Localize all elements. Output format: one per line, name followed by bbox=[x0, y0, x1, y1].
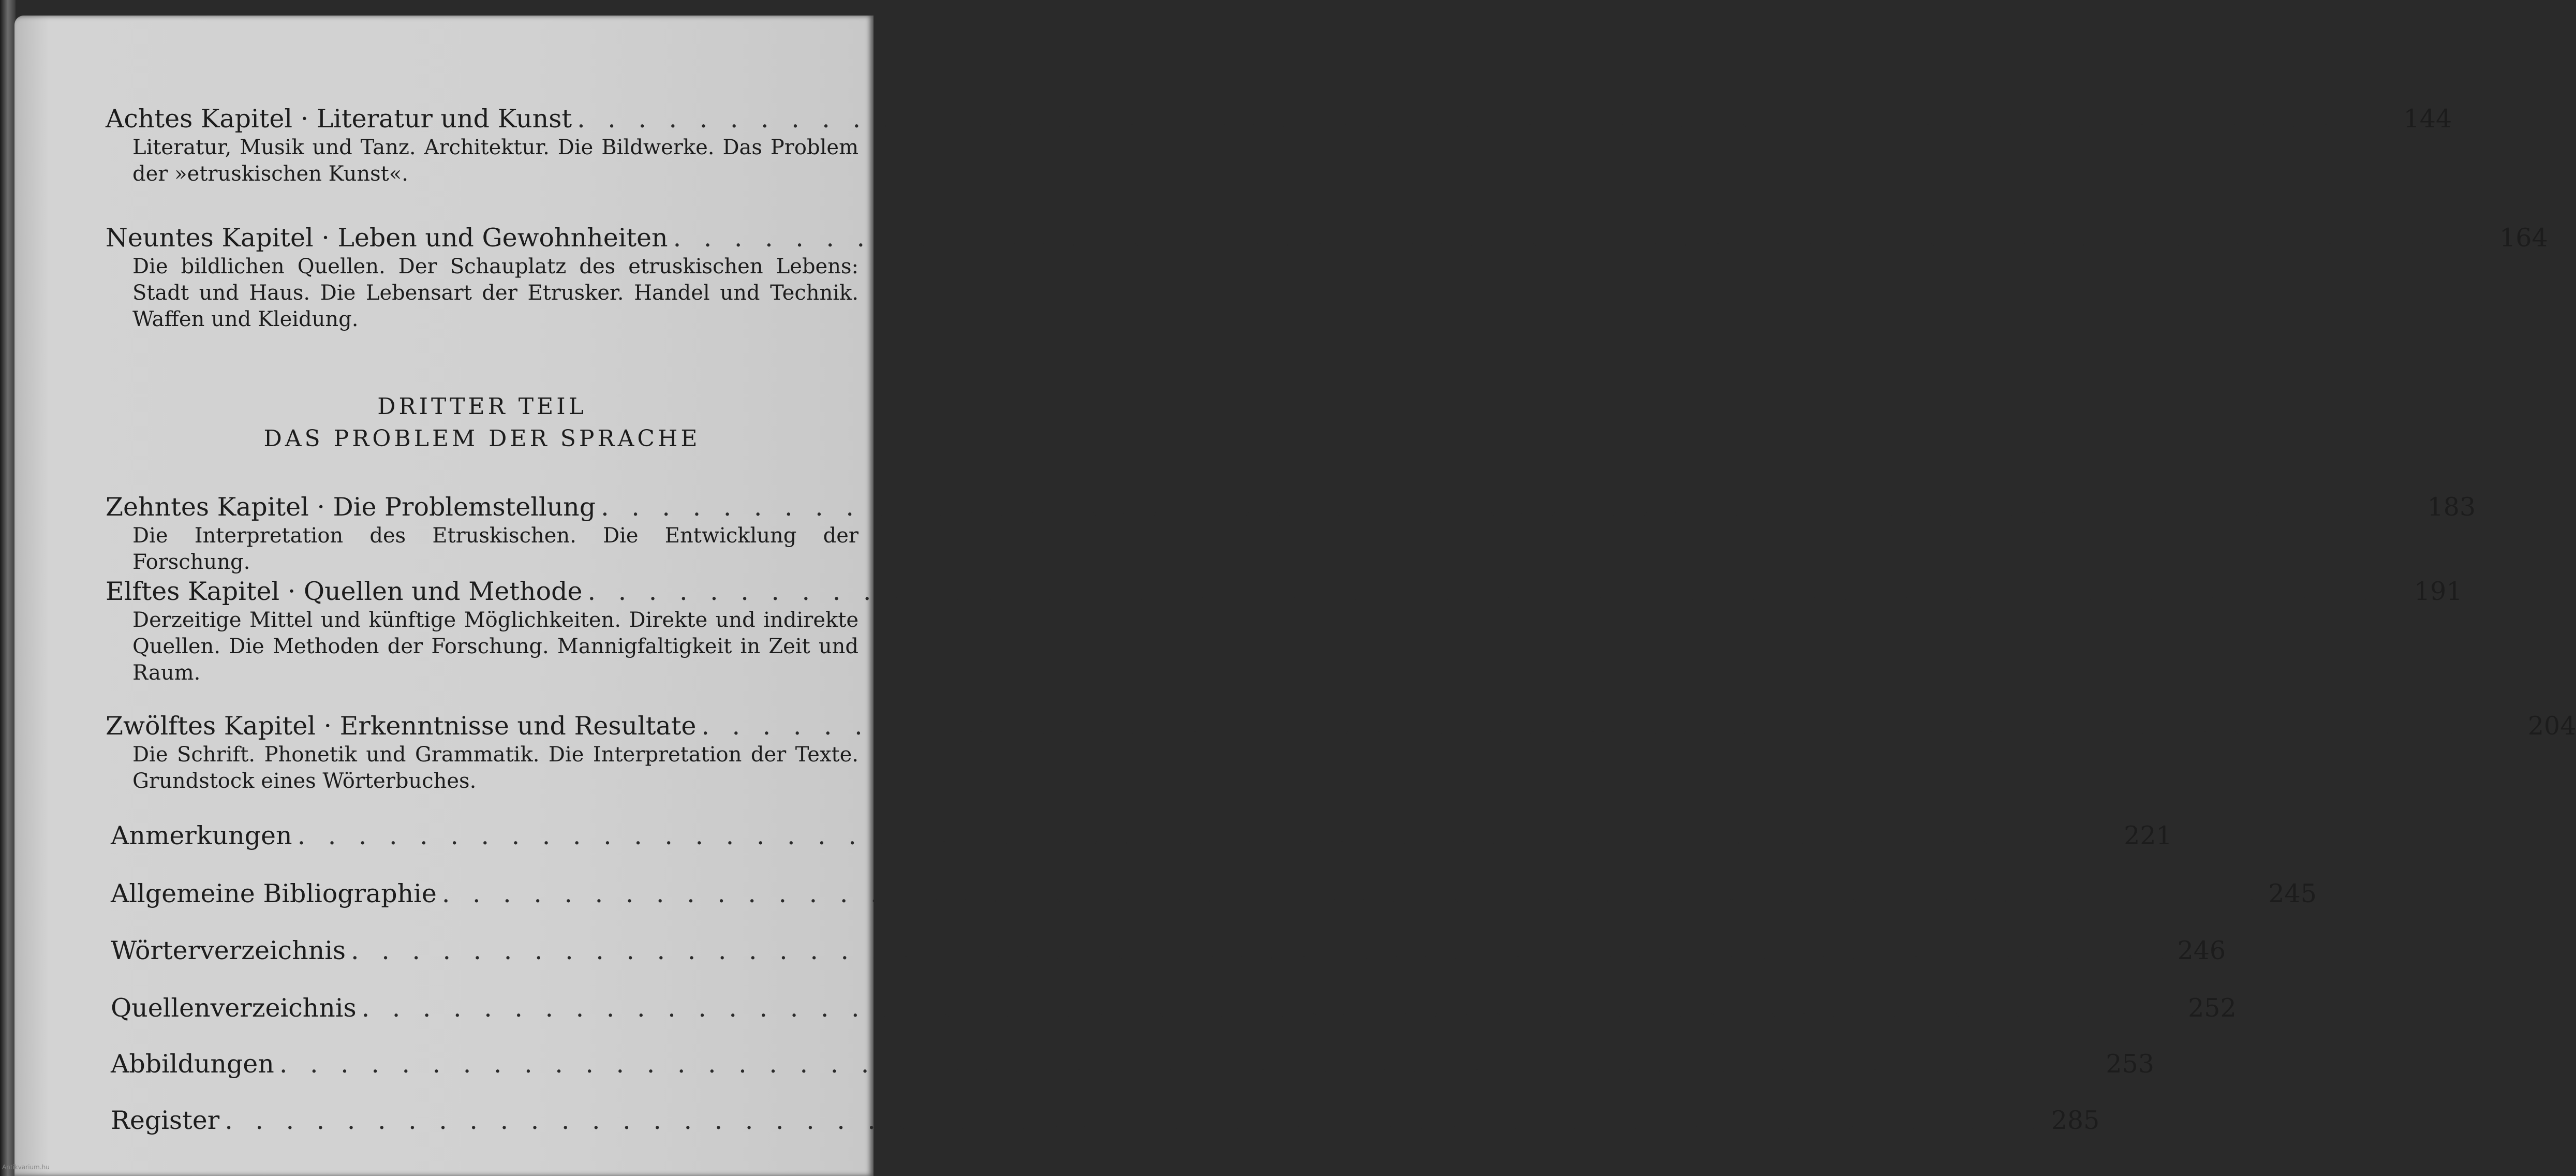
page-number: 246 bbox=[2177, 936, 2226, 965]
appendix-title: Register bbox=[111, 1106, 220, 1135]
appendix-title: Allgemeine Bibliographie bbox=[111, 879, 437, 908]
chapter-description: Die Schrift. Phonetik und Grammatik. Die Interpretation der Texte. Grundstock eines Wörterbuches. bbox=[132, 743, 858, 793]
part-title: DAS PROBLEM DER SPRACHE bbox=[263, 425, 701, 452]
toc-entry-achtes-kapitel bbox=[106, 104, 2452, 187]
toc-entry-zwoelftes-kapitel bbox=[106, 711, 2576, 795]
chapter-title: Zehntes Kapitel · Die Problemstellung bbox=[106, 492, 596, 522]
dot-leader: . . . . . . . . . . . . . . . . . . . . . . . . . . . . . . . . . . . . . . . . . . . . . . . . . . . . . . . . . . . . bbox=[297, 821, 2119, 850]
book-page bbox=[14, 16, 2576, 1176]
dot-leader: . . . . . . . . . . . . . . . . . . . . . . . . . . . . . . . . . . . . . . . . . . . . . . . . . . . . . . . . . . . . bbox=[351, 936, 2172, 965]
toc-entry-bibliographie bbox=[111, 878, 2317, 909]
toc-entry-anmerkungen bbox=[111, 820, 2172, 851]
page-number: 144 bbox=[2403, 104, 2452, 134]
appendix-title: Anmerkungen bbox=[111, 821, 292, 850]
dot-leader: . . . . . . . . . . . . . . . . . . . . . . . . . . . . . . . . . . . . . . . . . . . . . . . . . . . . . . . . . . . . bbox=[587, 577, 2409, 606]
page-number: 204 bbox=[2527, 711, 2576, 741]
page-number: 191 bbox=[2414, 577, 2463, 606]
toc-entry-quellenverzeichnis bbox=[111, 993, 2237, 1024]
toc-entry-abbildungen bbox=[111, 1049, 2154, 1080]
page-number: 253 bbox=[2106, 1049, 2154, 1079]
book-spine-edge bbox=[0, 0, 16, 1176]
toc-entry-elftes-kapitel bbox=[106, 576, 2463, 686]
dot-leader: . . . . . . . . . . . . . . . . . . . . . . . . . . . . . . . . . . . . . . . . . . . . . . . . . . . . . . . . . . . . bbox=[225, 1106, 2046, 1135]
chapter-description: Die bildlichen Quellen. Der Schauplatz des etruskischen Lebens: Stadt und Haus. Die Lebensart der Etrusker. Handel und Technik. Waffen und Kleidung. bbox=[132, 255, 858, 331]
toc-entry-woerterverzeichnis bbox=[111, 935, 2226, 966]
appendix-title: Wörterverzeichnis bbox=[111, 936, 346, 965]
chapter-title: Zwölftes Kapitel · Erkenntnisse und Resultate bbox=[106, 711, 697, 741]
chapter-description: Derzeitige Mittel und künftige Möglichkeiten. Direkte und indirekte Quellen. Die Methoden der Forschung. Mannigfaltigkeit in Zeit und Raum. bbox=[132, 608, 858, 685]
chapter-title: Neuntes Kapitel · Leben und Gewohnheiten bbox=[106, 223, 668, 253]
appendix-title: Abbildungen bbox=[111, 1049, 274, 1079]
part-label: DRITTER TEIL bbox=[377, 393, 587, 420]
chapter-description: Die Interpretation des Etruskischen. Die Entwicklung der Forschung. bbox=[132, 524, 858, 574]
dot-leader: . . . . . . . . . . . . . . . . . . . . . . . . . . . . . . . . . . . . . . . . . . . . . . . . . . . . . . . . . . . . bbox=[577, 104, 2399, 134]
part-heading bbox=[106, 391, 858, 455]
toc-entry-neuntes-kapitel bbox=[106, 223, 2548, 333]
chapter-description: Literatur, Musik und Tanz. Architektur. Die Bildwerke. Das Problem der »etruskischen Kunst«. bbox=[132, 136, 858, 186]
chapter-title: Achtes Kapitel · Literatur und Kunst bbox=[106, 104, 572, 134]
dot-leader: . . . . . . . . . . . . . . . . . . . . . . . . . . . . . . . . . . . . . . . . . . . . . . . . . . . . . . . . . . . . bbox=[441, 879, 2263, 908]
table-of-contents bbox=[14, 16, 2576, 1176]
dot-leader: . . . . . . . . . . . . . . . . . . . . . . . . . . . . . . . . . . . . . . . . . . . . . . . . . . . . . . . . . . . . bbox=[701, 711, 2523, 741]
toc-entry-register bbox=[111, 1105, 2100, 1136]
page-number: 245 bbox=[2268, 879, 2317, 908]
page-number: 221 bbox=[2124, 821, 2172, 850]
chapter-title: Elftes Kapitel · Quellen und Methode bbox=[106, 577, 583, 606]
toc-entry-zehntes-kapitel bbox=[106, 492, 2476, 576]
watermark: Antikvarium.hu bbox=[2, 1164, 50, 1171]
page-number: 285 bbox=[2051, 1106, 2100, 1135]
appendix-title: Quellenverzeichnis bbox=[111, 993, 357, 1023]
dot-leader: . . . . . . . . . . . . . . . . . . . . . . . . . . . . . . . . . . . . . . . . . . . . . . . . . . . . . . . . . . . . bbox=[673, 223, 2495, 253]
page-number: 164 bbox=[2499, 223, 2548, 253]
dot-leader: . . . . . . . . . . . . . . . . . . . . . . . . . . . . . . . . . . . . . . . . . . . . . . . . . . . . . . . . . . . . bbox=[601, 492, 2422, 522]
page-number: 252 bbox=[2188, 993, 2237, 1023]
dot-leader: . . . . . . . . . . . . . . . . . . . . . . . . . . . . . . . . . . . . . . . . . . . . . . . . . . . . . . . . . . . . bbox=[279, 1049, 2101, 1079]
page-number: 183 bbox=[2427, 492, 2476, 522]
dot-leader: . . . . . . . . . . . . . . . . . . . . . . . . . . . . . . . . . . . . . . . . . . . . . . . . . . . . . . . . . . . . bbox=[361, 993, 2183, 1023]
